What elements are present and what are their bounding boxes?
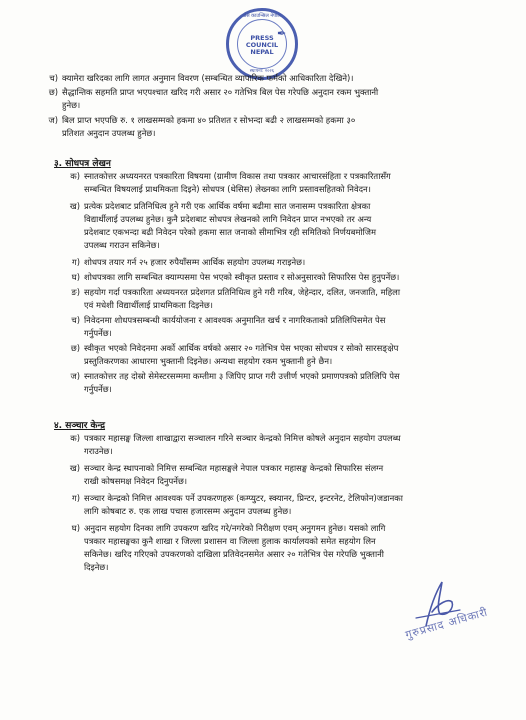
item-label: ज): [48, 115, 58, 125]
item-label: ज): [70, 371, 80, 381]
press-council-seal: [226, 8, 298, 80]
item-line: क्यामेरा खरिदका लागि लागत अनुमान विवरण (सम्बन्धित व्यापारिक फर्मको आधिकारिता देखिने)।: [62, 73, 354, 83]
item-label: घ): [71, 523, 80, 533]
item-label: घ): [71, 272, 80, 282]
item-line: प्रस्तुतिकरणका आधारमा भुक्तानी दिइनेछ। अन्यथा सहयोग रकम भुक्तानी हुने छैन।: [84, 356, 333, 366]
item-line: एवं मधेशी विद्यार्थीलाई प्राथमिकता दिइनेछ।: [84, 300, 213, 310]
seal-line-2: COUNCIL: [245, 41, 279, 49]
item-line: सम्बन्धित विषयलाई प्राथमिकता दिइने) सोधपत्र (थेसिस) लेख्नका लागि प्रस्तावसहितको निवेदन।: [84, 184, 371, 194]
item-label: ख): [69, 463, 80, 473]
item-label: छ): [70, 343, 80, 353]
item-label: ग): [72, 493, 80, 503]
item-label: क): [70, 171, 80, 181]
item-line: शोधपत्र तयार गर्न २५ हजार रुपैयाँसम्म आर्थिक सहयोग उपलब्ध गराइनेछ।: [84, 257, 306, 267]
item-line: सकिनेछ। खरिद गरिएको उपकरणको दाखिला प्रतिवेदनसमेत असार २० गतेभित्र पेस गरेपछि भुक्तानी: [84, 549, 384, 559]
item-label: च): [71, 315, 80, 325]
item-line: स्वीकृत भएको निवेदनमा अर्को आर्थिक वर्षको असार २० गतेभित्र पेस भएका सोधपत्र र सोको सारसङ्क्षेप: [84, 343, 399, 353]
item-line: पत्रकार महासङ्घका कुनै शाखा र जिल्ला प्रशासन वा जिल्ला हुलाक कार्यालयको समेत सहयोग लिन: [84, 536, 376, 546]
item-line: प्रतिशत अनुदान उपलब्ध हुनेछ।: [62, 128, 156, 138]
item-line: गराउनेछ।: [84, 446, 113, 456]
section-4-heading: ४. सञ्चार केन्द्र: [54, 421, 106, 431]
seal-line-1: PRESS: [250, 34, 274, 42]
item-line: स्नातकोत्तर अध्ययनरत पत्रकारिता विषयमा (ग्रामीण विकास तथा पत्रकार आचारसंहिता र पत्रकारितासँग: [84, 171, 391, 181]
item-line: बिल प्राप्त भएपछि रु. १ लाखसम्मको हकमा ४० प्रतिशत र सोभन्दा बढी २ लाखसम्मको हकमा ३०: [62, 115, 356, 125]
item-line: विद्यार्थीलाई उपलब्ध हुनेछ। कुनै प्रदेशबाट सोधपत्र लेखनको लागि निवेदन प्राप्त नभएको तर अन्य: [84, 214, 372, 224]
item-label: ग): [72, 257, 80, 267]
section-3-heading: ३. सोधपत्र लेखन: [54, 159, 111, 169]
item-line: गर्नुपर्नेछ।: [84, 328, 112, 338]
item-line: हुनेछ।: [62, 100, 81, 110]
item-line: दिइनेछ।: [84, 562, 109, 572]
item-line: सैद्धान्तिक सहमति प्राप्त भएपश्चात खरिद गरी असार २० गतेभित्र बिल पेस गरेपछि अनुदान रकम भुक्तानी: [62, 87, 379, 97]
seal-line-3: NEPAL: [250, 48, 274, 56]
item-label: छ): [48, 87, 58, 97]
seal-bottom-text: स्थापना: २०२६: [249, 69, 275, 74]
item-line: निवेदनमा शोधपत्रसम्बन्धी कार्ययोजना र आवश्यक अनुमानित खर्च र नागरिकताको प्रतिलिपिसमेत पेस: [84, 315, 386, 325]
item-label: ङ): [71, 287, 80, 297]
item-line: शोधपत्रका लागि सम्बन्धित क्याम्पसमा पेस भएको स्वीकृत प्रस्ताव र सोअनुसारको सिफारिस पेस हुनुपर्नेछ।: [84, 272, 400, 282]
pen-nib-icon: ✒: [277, 27, 287, 40]
handwritten-signature: [396, 574, 506, 654]
seal-top-text: प्रेस काउन्सिल नेपाल: [243, 13, 281, 19]
item-label: ख): [69, 201, 80, 211]
item-line: पत्रकार महासङ्घ जिल्ला शाखाद्वारा सञ्चालन गरिने सञ्चार केन्द्रको निमित्त कोषले अनुदान सहयोग उपलब्ध: [84, 433, 401, 443]
item-label: च): [49, 73, 58, 83]
item-line: उपलब्ध गराउन सकिनेछ।: [84, 240, 160, 250]
item-line: प्रदेशबाट एकभन्दा बढी निवेदन परेको हकमा सात जनाको सीमाभित्र रही समितिको निर्णयबमोजिम: [84, 227, 377, 237]
signature-name: गुरुप्रसाद अधिकारी: [403, 605, 490, 642]
item-line: सहयोग गर्दा पत्रकारिता अध्ययनरत प्रदेशगत प्रतिनिधित्व हुने गरी गरिब, जेहेन्दार, दलित, जनजाति, महिला: [84, 287, 401, 297]
item-line: सञ्चार केन्द्र स्थापनाको निमित्त सम्बन्धित महासङ्घले नेपाल पत्रकार महासङ्घ केन्द्रको सिफारिस संलग्न: [84, 463, 384, 473]
item-line: प्रत्येक प्रदेशबाट प्रतिनिधित्व हुने गरी एक आर्थिक वर्षमा बढीमा सात जनासम्म पत्रकारिता क्षेत्रका: [84, 201, 371, 211]
item-line: राखी कोषसमक्ष निवेदन दिनुपर्नेछ।: [84, 476, 188, 486]
item-line: सञ्चार केन्द्रको निमित्त आवश्यक पर्ने उपकरणहरू (कम्प्युटर, स्क्यानर, प्रिन्टर, इन्टरनेट, टेलिफोन)जडानका: [84, 493, 403, 503]
item-line: लागि कोषबाट रु. एक लाख पचास हजारसम्म अनुदान उपलब्ध हुनेछ।: [84, 506, 292, 516]
item-line: स्नातकोत्तर तह दोस्रो सेमेस्टरसम्ममा कम्तीमा ३ जिपिए प्राप्त गरी उत्तीर्ण भएको प्रमाणपत्रको प्रतिलिपि पेस: [84, 371, 400, 381]
item-line: अनुदान सहयोग दिनका लागि उपकरण खरिद गरे/नगरेको निरीक्षण एवम् अनुगमन हुनेछ। यसको लागि: [84, 523, 386, 533]
item-line: गर्नुपर्नेछ।: [84, 384, 112, 394]
item-label: क): [70, 433, 80, 443]
